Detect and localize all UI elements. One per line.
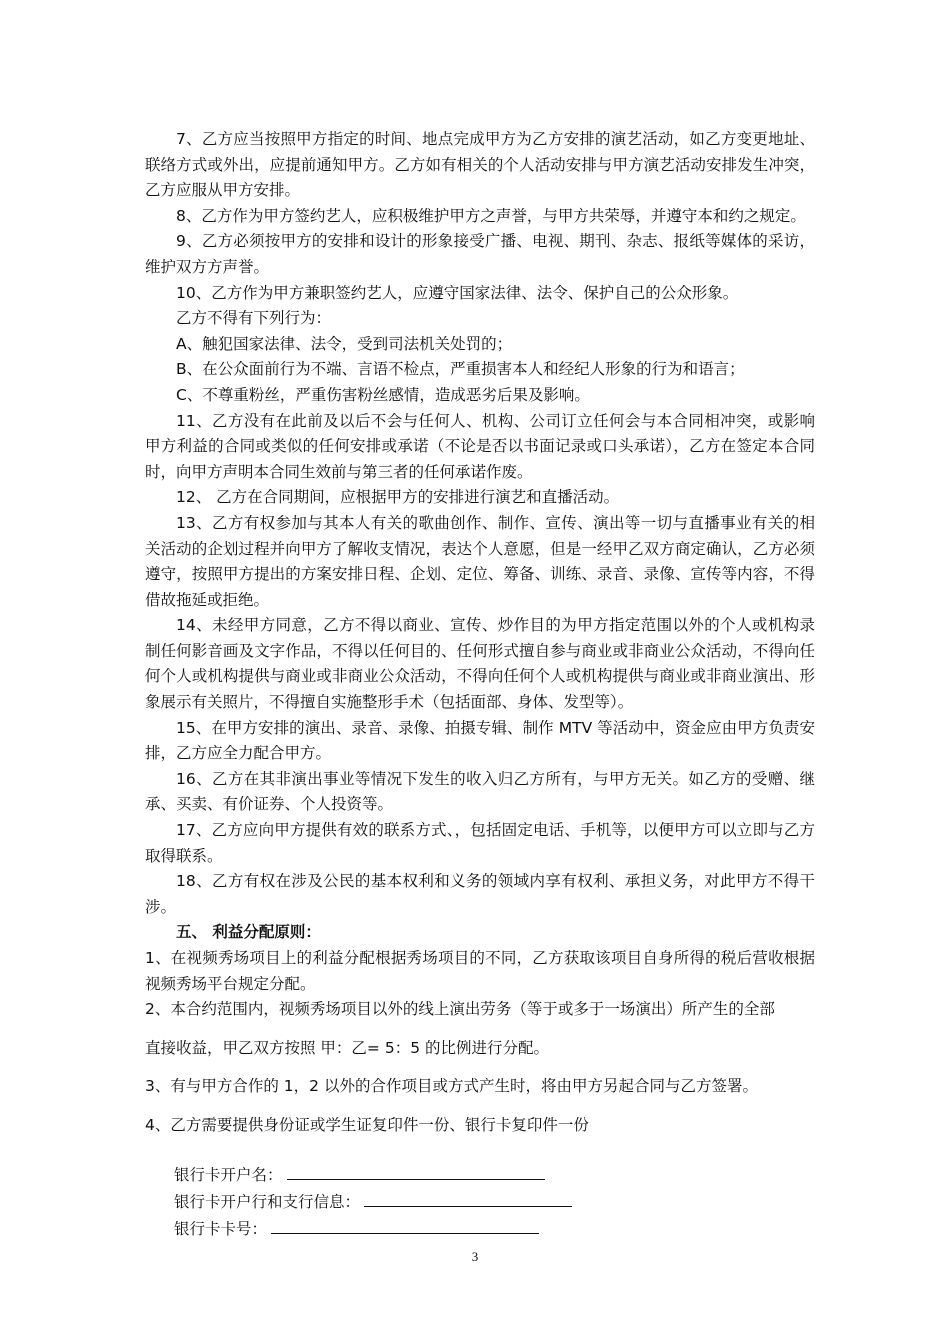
- prohibited-item-a: A、触犯国家法律、法令，受到司法机关处罚的；: [176, 334, 513, 353]
- bank-branch-row: [174, 1188, 815, 1215]
- bank-info-form: [145, 1161, 815, 1242]
- bank-card-number-label: 银行卡卡号：: [174, 1219, 268, 1238]
- profit-item-2: 2、本合约范围内，视频秀场项目以外的线上演出劳务（等于或多于一场演出）所产生的全部: [145, 1000, 775, 1019]
- clause-17: 17、乙方应向甲方提供有效的联系方式、，包括固定电话、手机等，以便甲方可以立即与乙方取得联系。: [145, 821, 815, 865]
- profit-item-4: 4、乙方需要提供身份证或学生证复印件一份、银行卡复印件一份: [145, 1115, 589, 1134]
- clause-9: 9、乙方必须按甲方的安排和设计的形象接受广播、电视、期刊、杂志、报纸等媒体的采访，维护双方方声誉。: [145, 232, 815, 276]
- prohibited-intro: 乙方不得有下列行为：: [176, 309, 332, 328]
- prohibited-item-b: B、在公众面前行为不端、言语不检点，严重损害本人和经纪人形象的行为和语言；: [176, 360, 745, 379]
- clause-18: 18、乙方有权在涉及公民的基本权利和义务的领域内享有权利、承担义务，对此甲方不得干涉。: [145, 872, 815, 916]
- profit-item-2-continued: 直接收益，甲乙双方按照 甲：乙= 5：5 的比例进行分配。: [145, 1038, 549, 1057]
- bank-card-number-blank[interactable]: [271, 1215, 539, 1234]
- document-body: [145, 127, 815, 1242]
- page-number: 3: [471, 1249, 479, 1264]
- clause-12: 12、 乙方在合同期间，应根据甲方的安排进行演艺和直播活动。: [176, 488, 620, 507]
- bank-branch-blank[interactable]: [364, 1188, 572, 1207]
- clause-10: 10、乙方作为甲方兼职签约艺人，应遵守国家法律、法令、保护自己的公众形象。: [176, 283, 739, 302]
- bank-account-name-blank[interactable]: [287, 1161, 545, 1180]
- section-heading-profit: 五、 利益分配原则：: [176, 923, 321, 942]
- bank-branch-label: 银行卡开户行和支行信息：: [174, 1192, 361, 1211]
- clause-16: 16、乙方在其非演出事业等情况下发生的收入归乙方所有，与甲方无关。如乙方的受赠、继承、买卖、有价证券、个人投资等。: [145, 769, 815, 814]
- profit-item-3: 3、有与甲方合作的 1，2 以外的合作项目或方式产生时，将由甲方另起合同与乙方签署。: [145, 1077, 758, 1096]
- bank-account-name-row: [174, 1161, 815, 1188]
- clause-15: 15、在甲方安排的演出、录音、录像、拍摄专辑、制作 MTV 等活动中，资金应由甲方负责安排，乙方应全力配合甲方。: [145, 718, 815, 763]
- prohibited-item-c: C、不尊重粉丝，严重伤害粉丝感情，造成恶劣后果及影响。: [176, 385, 590, 404]
- clause-7: 7、乙方应当按照甲方指定的时间、地点完成甲方为乙方安排的演艺活动，如乙方变更地址、联络方式或外出，应提前通知甲方。乙方如有相关的个人活动安排与甲方演艺活动安排发生冲突，乙方应服从甲方安排。: [145, 130, 815, 200]
- profit-item-1: 1、在视频秀场项目上的利益分配根据秀场项目的不同，乙方获取该项目自身所得的税后营收根据视频秀场平台规定分配。: [145, 949, 815, 993]
- clause-13: 13、乙方有权参加与其本人有关的歌曲创作、制作、宣传、演出等一切与直播事业有关的相关活动的企划过程并向甲方了解收支情况，表达个人意愿，但是一经甲乙双方商定确认，乙方必须遵守，按照甲方提出的方案安排日程、企划、定位、筹备、训练、录音、录像、宣传等内容，不得借故拖延或拒绝。: [145, 513, 815, 609]
- bank-account-name-label: 银行卡开户名：: [174, 1165, 283, 1184]
- clause-11: 11、乙方没有在此前及以后不会与任何人、机构、公司订立任何会与本合同相冲突，或影响甲方利益的合同或类似的任何安排或承诺（不论是否以书面记录或口头承诺），乙方在签定本合同时，向甲方声明本合同生效前与第三者的任何承诺作废。: [145, 411, 815, 481]
- clause-8: 8、乙方作为甲方签约艺人，应积极维护甲方之声誉，与甲方共荣辱，并遵守本和约之规定。: [176, 206, 806, 225]
- bank-card-number-row: [174, 1215, 815, 1242]
- clause-14: 14、未经甲方同意，乙方不得以商业、宣传、炒作目的为甲方指定范围以外的个人或机构录制任何影音画及文字作品，不得以任何目的、任何形式擅自参与商业或非商业公众活动，不得向任何个人或机构提供与商业或非商业公众活动，不得向任何个人或机构提供与商业或非商业演出、形象展示有关照片，不得擅自实施整形手术（包括面部、身体、发型等）。: [145, 616, 815, 712]
